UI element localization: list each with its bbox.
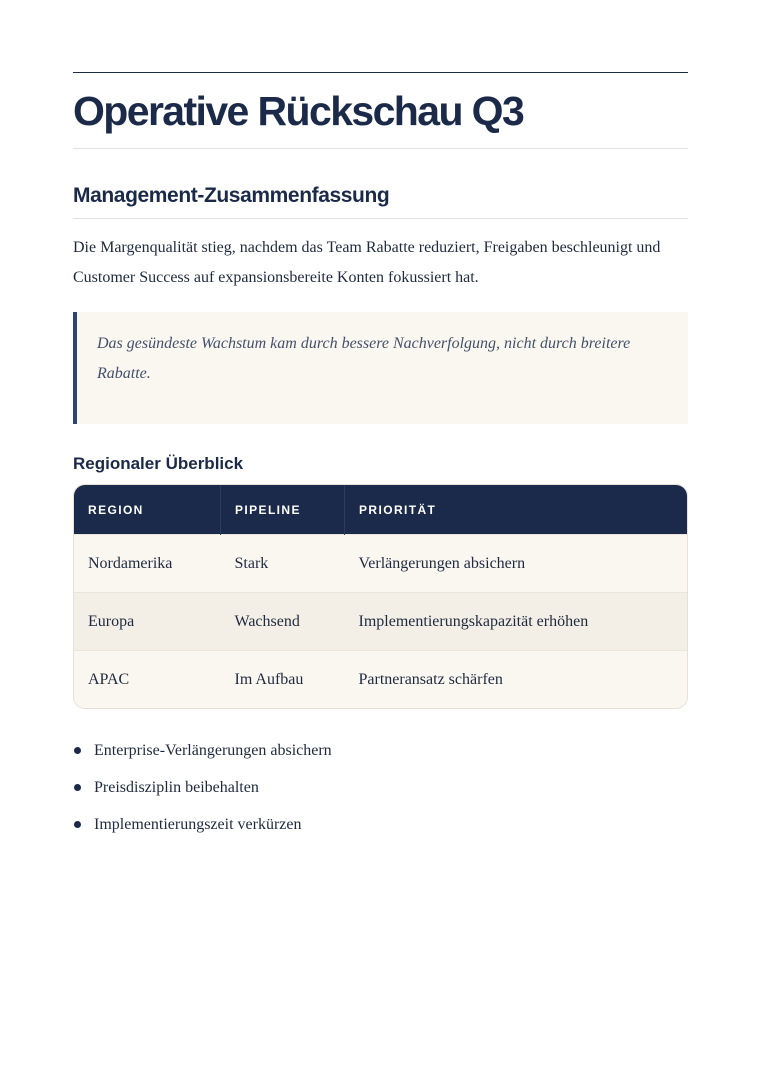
column-header-pipeline: PIPELINE [221, 485, 345, 535]
bullet-dot-icon [74, 784, 81, 791]
cell-pipeline: Wachsend [221, 593, 345, 651]
column-header-region: REGION [74, 485, 221, 535]
table-header-row [74, 485, 687, 535]
pull-quote: Das gesündeste Wachstum kam durch bessere Nachverfolgung, nicht durch breitere Rabatte. [73, 312, 688, 424]
table-heading: Regionaler Überblick [73, 454, 244, 473]
cell-priority: Verlängerungen absichern [345, 535, 688, 593]
title-divider [73, 148, 688, 149]
cell-priority: Implementierungskapazität erhöhen [345, 593, 688, 651]
top-divider [73, 72, 688, 73]
summary-paragraph: Die Margenqualität stieg, nachdem das Team Rabatte reduziert, Freigaben beschleunigt und Customer Success auf expansionsbereite Konten fokussiert hat. [73, 239, 661, 286]
bullet-list [73, 732, 688, 843]
list-item-text: Enterprise-Verlängerungen absichern [94, 742, 332, 759]
summary-heading: Management-Zusammenfassung [73, 184, 390, 207]
table-row [74, 593, 687, 651]
list-item-text: Implementierungszeit verkürzen [94, 816, 302, 833]
list-item [73, 806, 688, 843]
page-title: Operative Rückschau Q3 [73, 88, 524, 134]
list-item [73, 769, 688, 806]
cell-region: Nordamerika [74, 535, 221, 593]
bullet-dot-icon [74, 747, 81, 754]
table-row [74, 535, 687, 593]
cell-region: APAC [74, 651, 221, 709]
table-row [74, 651, 687, 709]
bullet-dot-icon [74, 821, 81, 828]
cell-region: Europa [74, 593, 221, 651]
document-page [73, 72, 688, 843]
summary-divider [73, 218, 688, 219]
cell-pipeline: Im Aufbau [221, 651, 345, 709]
regional-table [73, 484, 688, 709]
list-item [73, 732, 688, 769]
list-item-text: Preisdisziplin beibehalten [94, 779, 259, 796]
column-header-priority: PRIORITÄT [345, 485, 688, 535]
cell-priority: Partneransatz schärfen [345, 651, 688, 709]
cell-pipeline: Stark [221, 535, 345, 593]
